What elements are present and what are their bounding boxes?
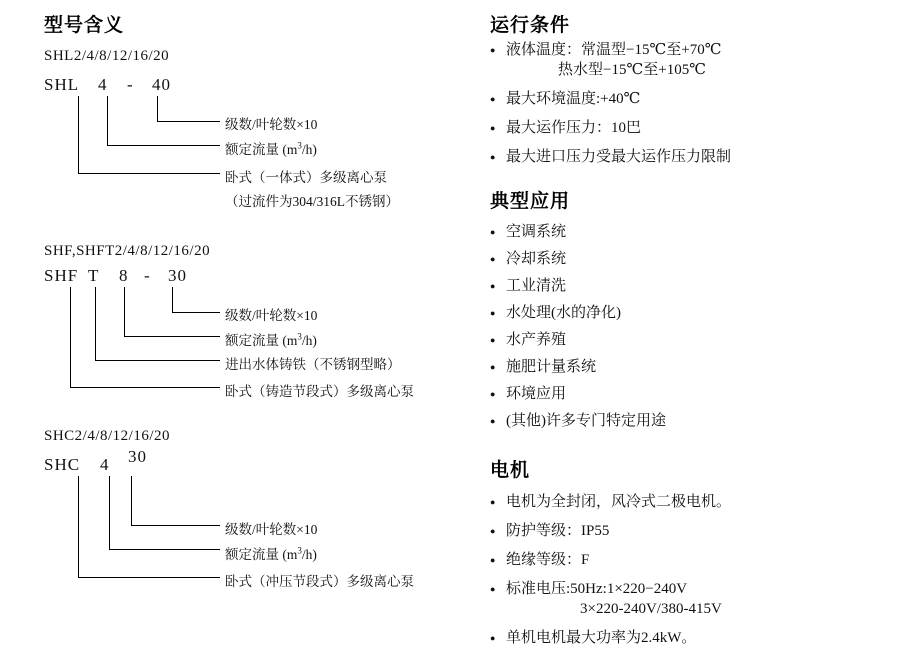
series-code-shl: SHL2/4/8/12/16/20 (44, 48, 170, 64)
list-item (490, 384, 910, 404)
motor-item-4: 单机电机最大功率为2.4kW。 (506, 630, 697, 646)
operating-item-0: 液体温度：常温型−15℃至+70℃ (506, 42, 722, 58)
token-shc-1: SHC (44, 455, 81, 474)
token-shf-3: 8 (119, 266, 129, 285)
label-shc-flow: 额定流量 $(m^3/h)$ (225, 545, 317, 562)
operating-item-1: 最大环境温度:+40℃ (506, 91, 641, 107)
label-shf-stages: 级数/叶轮数×10 (225, 308, 318, 323)
application-item-4: 水产养殖 (506, 332, 567, 348)
list-item (490, 550, 910, 570)
operating-item-0-cont: 热水型−15℃至+105℃ (558, 62, 706, 78)
application-item-2: 工业清洗 (506, 278, 567, 294)
token-shf-1: SHF (44, 266, 79, 285)
list-item (490, 579, 910, 619)
label-shc-type: 卧式（冲压节段式）多级离心泵 (225, 574, 414, 589)
series-code-shf: SHF,SHFT2/4/8/12/16/20 (44, 243, 211, 259)
application-item-0: 空调系统 (506, 224, 567, 240)
label-shl-material: （过流件为304/316L不锈钢） (225, 194, 399, 209)
label-shf-type: 卧式（铸造节段式）多级离心泵 (225, 384, 414, 399)
application-item-1: 冷却系统 (506, 251, 567, 267)
list-item (490, 357, 910, 377)
motor-item-1: 防护等级：IP55 (506, 523, 610, 539)
list-item (490, 40, 910, 80)
list-item (490, 222, 910, 242)
list-item (490, 411, 910, 431)
token-shf-5: 30 (168, 266, 187, 285)
label-shl-stages: 级数/叶轮数×10 (225, 117, 318, 132)
leader-shf-4 (70, 287, 220, 388)
motor-list (490, 492, 910, 657)
leader-shc-3 (78, 476, 220, 578)
operating-conditions-list (490, 40, 910, 176)
motor-item-2: 绝缘等级：F (506, 552, 590, 568)
motor-item-3: 标准电压:50Hz:1×220−240V (506, 581, 688, 597)
token-shl-1: SHL (44, 75, 80, 94)
motor-item-0: 电机为全封闭，风冷式二极电机。 (506, 494, 732, 510)
label-shf-flow: 额定流量 $(m^3/h)$ (225, 331, 317, 348)
application-item-6: 环境应用 (506, 386, 567, 402)
token-shl-3: - (127, 75, 134, 94)
label-shc-stages: 级数/叶轮数×10 (225, 522, 318, 537)
leader-shl-3 (78, 96, 220, 174)
label-shf-material: 进出水体铸铁（不锈钢型略） (225, 357, 401, 372)
list-item (490, 303, 910, 323)
right-column (480, 0, 915, 660)
token-shl-4: 40 (152, 75, 171, 94)
series-code-shc: SHC2/4/8/12/16/20 (44, 428, 171, 444)
label-shl-flow: 额定流量 $(m^3/h)$ (225, 140, 317, 157)
application-item-3: 水处理(水的净化) (506, 305, 621, 321)
list-item (490, 492, 910, 512)
list-item (490, 330, 910, 350)
token-shf-4: - (144, 266, 151, 285)
token-shf-2: T (88, 266, 100, 285)
page-title: 型号含义 (44, 14, 125, 36)
token-shc-3: 30 (128, 447, 147, 466)
application-item-7: (其他)许多专门特定用途 (506, 413, 666, 429)
applications-list (490, 222, 910, 438)
list-item (490, 147, 910, 167)
motor-item-3-cont: 3×220-240V/380-415V (580, 601, 722, 617)
label-shl-type: 卧式（一体式）多级离心泵 (225, 170, 387, 185)
operating-item-3: 最大进口压力受最大运作压力限制 (506, 149, 732, 165)
application-item-5: 施肥计量系统 (506, 359, 597, 375)
list-item (490, 89, 910, 109)
operating-item-2: 最大运作压力：10巴 (506, 120, 642, 136)
motor-title: 电机 (490, 459, 531, 481)
token-shl-2: 4 (98, 75, 108, 94)
list-item (490, 628, 910, 648)
list-item (490, 249, 910, 269)
list-item (490, 521, 910, 541)
list-item (490, 118, 910, 138)
list-item (490, 276, 910, 296)
operating-conditions-title: 运行条件 (490, 14, 571, 36)
applications-title: 典型应用 (490, 190, 571, 212)
token-shc-2: 4 (100, 455, 110, 474)
